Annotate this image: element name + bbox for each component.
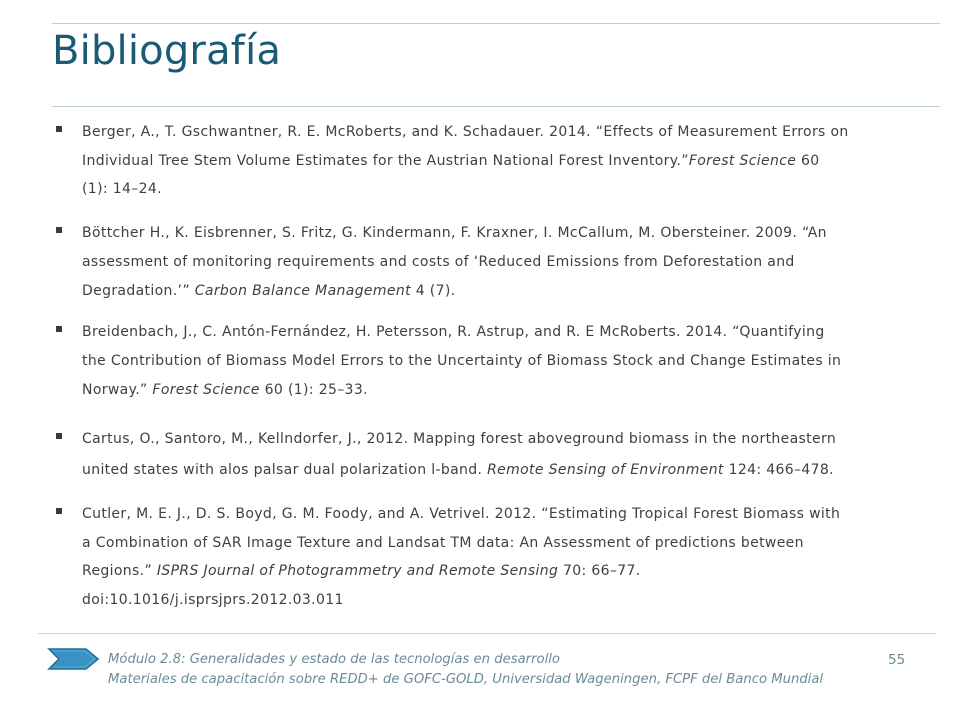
- journal-title: Forest Science: [152, 382, 260, 398]
- page-title: Bibliografía: [52, 28, 282, 74]
- journal-title: Remote Sensing of Environment: [487, 462, 724, 478]
- bullet-icon: [56, 326, 62, 332]
- reference-line: doi:10.1016/j.isprsjprs.2012.03.011: [82, 592, 344, 608]
- reference-line: Cutler, M. E. J., D. S. Boyd, G. M. Foody, and A. Vetrivel. 2012. “Estimating Tropical Forest Biomass with: [82, 506, 841, 522]
- reference-line: Degradation.’” Carbon Balance Management 4 (7).: [82, 283, 456, 299]
- reference-line: assessment of monitoring requirements and costs of ‘Reduced Emissions from Deforestation and: [82, 254, 795, 270]
- reference-line: Regions.” ISPRS Journal of Photogrammetry and Remote Sensing 70: 66–77.: [82, 563, 641, 579]
- bullet-icon: [56, 227, 62, 233]
- reference-line: Böttcher H., K. Eisbrenner, S. Fritz, G. Kindermann, F. Kraxner, I. McCallum, M. Obersteiner. 2009. “An: [82, 225, 827, 241]
- reference-line: Breidenbach, J., C. Antón-Fernández, H. Petersson, R. Astrup, and R. E McRoberts. 2014. “Quantifying: [82, 324, 825, 340]
- bullet-icon: [56, 126, 62, 132]
- footer-module: Módulo 2.8: Generalidades y estado de las tecnologías en desarrollo: [108, 652, 560, 667]
- reference-line: the Contribution of Biomass Model Errors to the Uncertainty of Biomass Stock and Change Estimates in: [82, 353, 842, 369]
- footer-divider: [38, 633, 936, 634]
- title-divider: [52, 106, 940, 107]
- reference-line: Individual Tree Stem Volume Estimates for the Austrian National Forest Inventory.”Forest Science 60: [82, 153, 820, 169]
- bullet-icon: [56, 433, 62, 439]
- journal-title: Carbon Balance Management: [194, 283, 411, 299]
- footer: [108, 650, 823, 690]
- journal-title: ISPRS Journal of Photogrammetry and Remote Sensing: [156, 563, 559, 579]
- bullet-icon: [56, 508, 62, 514]
- footer-materials: Materiales de capacitación sobre REDD+ de GOFC-GOLD, Universidad Wageningen, FCPF del Banco Mundial: [108, 672, 824, 687]
- arrow-icon: [46, 648, 100, 670]
- reference-line: (1): 14–24.: [82, 181, 162, 197]
- reference-line: Norway.” Forest Science 60 (1): 25–33.: [82, 382, 368, 398]
- page-number: 55: [888, 652, 906, 668]
- reference-line: Berger, A., T. Gschwantner, R. E. McRoberts, and K. Schadauer. 2014. “Effects of Measurement Errors on: [82, 124, 849, 140]
- reference-line: Cartus, O., Santoro, M., Kellndorfer, J., 2012. Mapping forest aboveground biomass in the northeastern: [82, 431, 837, 447]
- reference-line: a Combination of SAR Image Texture and Landsat TM data: An Assessment of predictions between: [82, 535, 804, 551]
- reference-line: united states with alos palsar dual polarization l-band. Remote Sensing of Environment 124: 466–478.: [82, 462, 834, 478]
- journal-title: Forest Science: [688, 153, 797, 169]
